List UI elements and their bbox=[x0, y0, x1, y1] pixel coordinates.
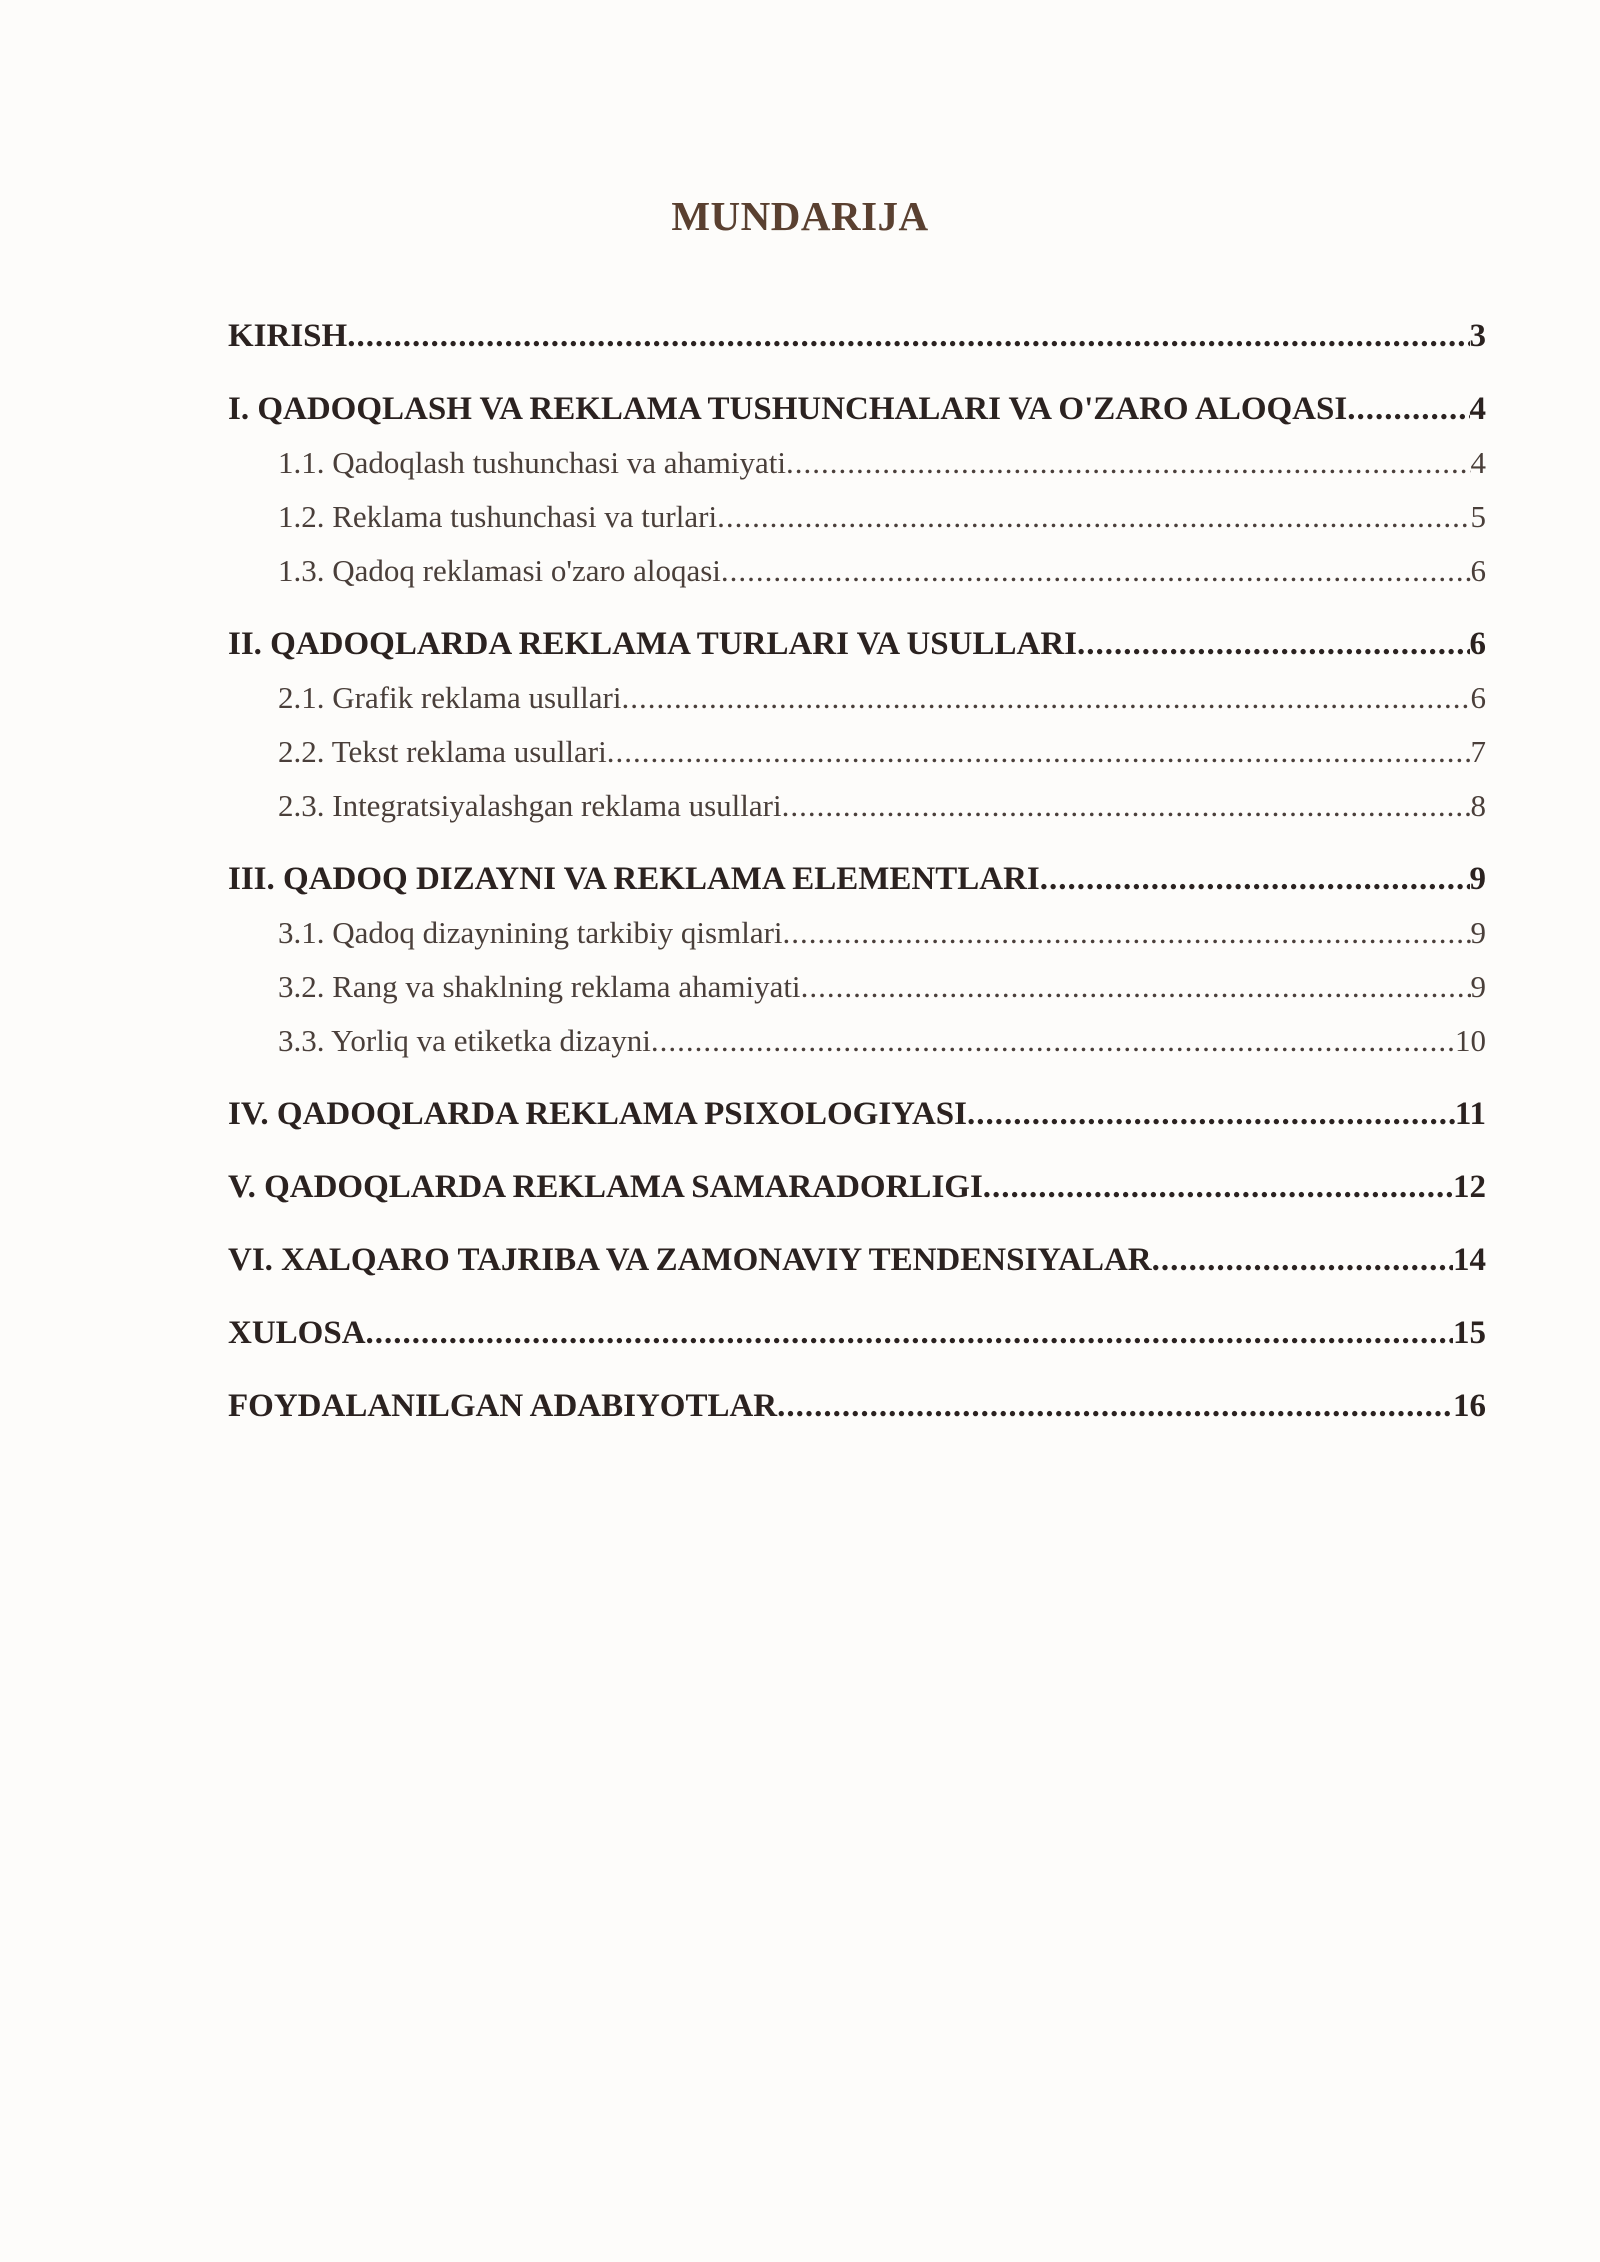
toc-entry-label: II. QADOQLARDA REKLAMA TURLARI VA USULLARI bbox=[228, 626, 1078, 662]
toc-entry-label: 1.1. Qadoqlash tushunchasi va ahamiyati bbox=[278, 445, 786, 480]
toc-leader-dots bbox=[347, 318, 1469, 355]
toc-entry-label: VI. XALQARO TAJRIBA VA ZAMONAVIY TENDENSIYALAR bbox=[228, 1242, 1152, 1278]
toc-leader-dots bbox=[717, 499, 1470, 535]
toc-entry-label: 1.2. Reklama tushunchasi va turlari bbox=[278, 499, 718, 534]
toc-entry[interactable] bbox=[228, 861, 1486, 915]
toc-subentry[interactable] bbox=[228, 680, 1486, 734]
toc-entry-page: 3 bbox=[1469, 318, 1486, 354]
toc-subentry[interactable] bbox=[228, 445, 1486, 499]
toc-entry[interactable] bbox=[228, 1315, 1486, 1369]
toc-entry-label: FOYDALANILGAN ADABIYOTLAR bbox=[228, 1388, 778, 1424]
toc-entry[interactable] bbox=[228, 318, 1486, 372]
toc-entry[interactable] bbox=[228, 1096, 1486, 1150]
toc-leader-dots bbox=[1040, 861, 1470, 898]
toc-entry-page: 12 bbox=[1453, 1169, 1486, 1205]
toc-entry-page: 15 bbox=[1453, 1315, 1486, 1351]
toc-entry-page: 4 bbox=[1469, 391, 1486, 427]
toc-entry-label: 3.1. Qadoq dizaynining tarkibiy qismlari bbox=[278, 915, 783, 950]
toc-subentry[interactable] bbox=[228, 788, 1486, 842]
toc-leader-dots bbox=[967, 1096, 1455, 1133]
toc-subentry[interactable] bbox=[228, 1023, 1486, 1077]
toc-entry-page: 6 bbox=[1469, 626, 1486, 662]
toc-entry-label: V. QADOQLARDA REKLAMA SAMARADORLIGI bbox=[228, 1169, 983, 1205]
toc-entry[interactable] bbox=[228, 626, 1486, 680]
toc-subentry[interactable] bbox=[228, 969, 1486, 1023]
toc-entry-label: III. QADOQ DIZAYNI VA REKLAMA ELEMENTLARI bbox=[228, 861, 1040, 897]
toc-leader-dots bbox=[621, 680, 1470, 716]
toc-entry-label: KIRISH bbox=[228, 318, 348, 354]
toc-entry[interactable] bbox=[228, 1169, 1486, 1223]
toc-leader-dots bbox=[651, 1023, 1455, 1059]
toc-leader-dots bbox=[1347, 391, 1469, 428]
toc-subentry[interactable] bbox=[228, 499, 1486, 553]
toc-entry-label: 2.1. Grafik reklama usullari bbox=[278, 680, 622, 715]
toc-entry[interactable] bbox=[228, 391, 1486, 445]
toc-leader-dots bbox=[1152, 1242, 1453, 1279]
toc-subentry[interactable] bbox=[228, 915, 1486, 969]
toc-leader-dots bbox=[607, 734, 1471, 770]
toc-leader-dots bbox=[777, 1388, 1453, 1425]
toc-leader-dots bbox=[801, 969, 1471, 1005]
toc-entry-page: 8 bbox=[1470, 788, 1486, 823]
toc-entry-page: 11 bbox=[1454, 1096, 1486, 1132]
toc-entry[interactable] bbox=[228, 1388, 1486, 1442]
toc-leader-dots bbox=[782, 788, 1471, 824]
toc-entry-page: 14 bbox=[1453, 1242, 1486, 1278]
toc-entry-page: 16 bbox=[1453, 1388, 1486, 1424]
toc-leader-dots bbox=[366, 1315, 1453, 1352]
toc-entry-label: 2.2. Tekst reklama usullari bbox=[278, 734, 607, 769]
toc-leader-dots bbox=[783, 915, 1471, 951]
toc-entry-page: 6 bbox=[1470, 680, 1486, 715]
toc-leader-dots bbox=[983, 1169, 1453, 1206]
toc-subentry[interactable] bbox=[228, 734, 1486, 788]
toc-entry-label: XULOSA bbox=[228, 1315, 366, 1351]
toc-entry-page: 9 bbox=[1470, 969, 1486, 1004]
toc-subentry[interactable] bbox=[228, 553, 1486, 607]
toc-leader-dots bbox=[721, 553, 1471, 589]
toc-entry-label: 1.3. Qadoq reklamasi o'zaro aloqasi bbox=[278, 553, 721, 588]
table-of-contents bbox=[228, 318, 1486, 1442]
toc-entry-label: I. QADOQLASH VA REKLAMA TUSHUNCHALARI VA O'ZARO ALOQASI bbox=[228, 391, 1348, 427]
toc-entry-page: 9 bbox=[1470, 915, 1486, 950]
toc-entry-page: 6 bbox=[1470, 553, 1486, 588]
toc-entry-page: 4 bbox=[1470, 445, 1486, 480]
toc-entry-label: 3.2. Rang va shaklning reklama ahamiyati bbox=[278, 969, 801, 1004]
toc-leader-dots bbox=[1077, 626, 1469, 663]
toc-entry-page: 7 bbox=[1470, 734, 1486, 769]
toc-leader-dots bbox=[786, 445, 1471, 481]
toc-entry[interactable] bbox=[228, 1242, 1486, 1296]
toc-entry-page: 10 bbox=[1455, 1023, 1486, 1058]
page-title: MUNDARIJA bbox=[671, 193, 929, 239]
toc-entry-label: IV. QADOQLARDA REKLAMA PSIXOLOGIYASI bbox=[228, 1096, 967, 1132]
toc-entry-label: 2.3. Integratsiyalashgan reklama usullari bbox=[278, 788, 782, 823]
toc-entry-page: 9 bbox=[1469, 861, 1486, 897]
toc-entry-label: 3.3. Yorliq va etiketka dizayni bbox=[278, 1023, 651, 1058]
toc-entry-page: 5 bbox=[1470, 499, 1486, 534]
